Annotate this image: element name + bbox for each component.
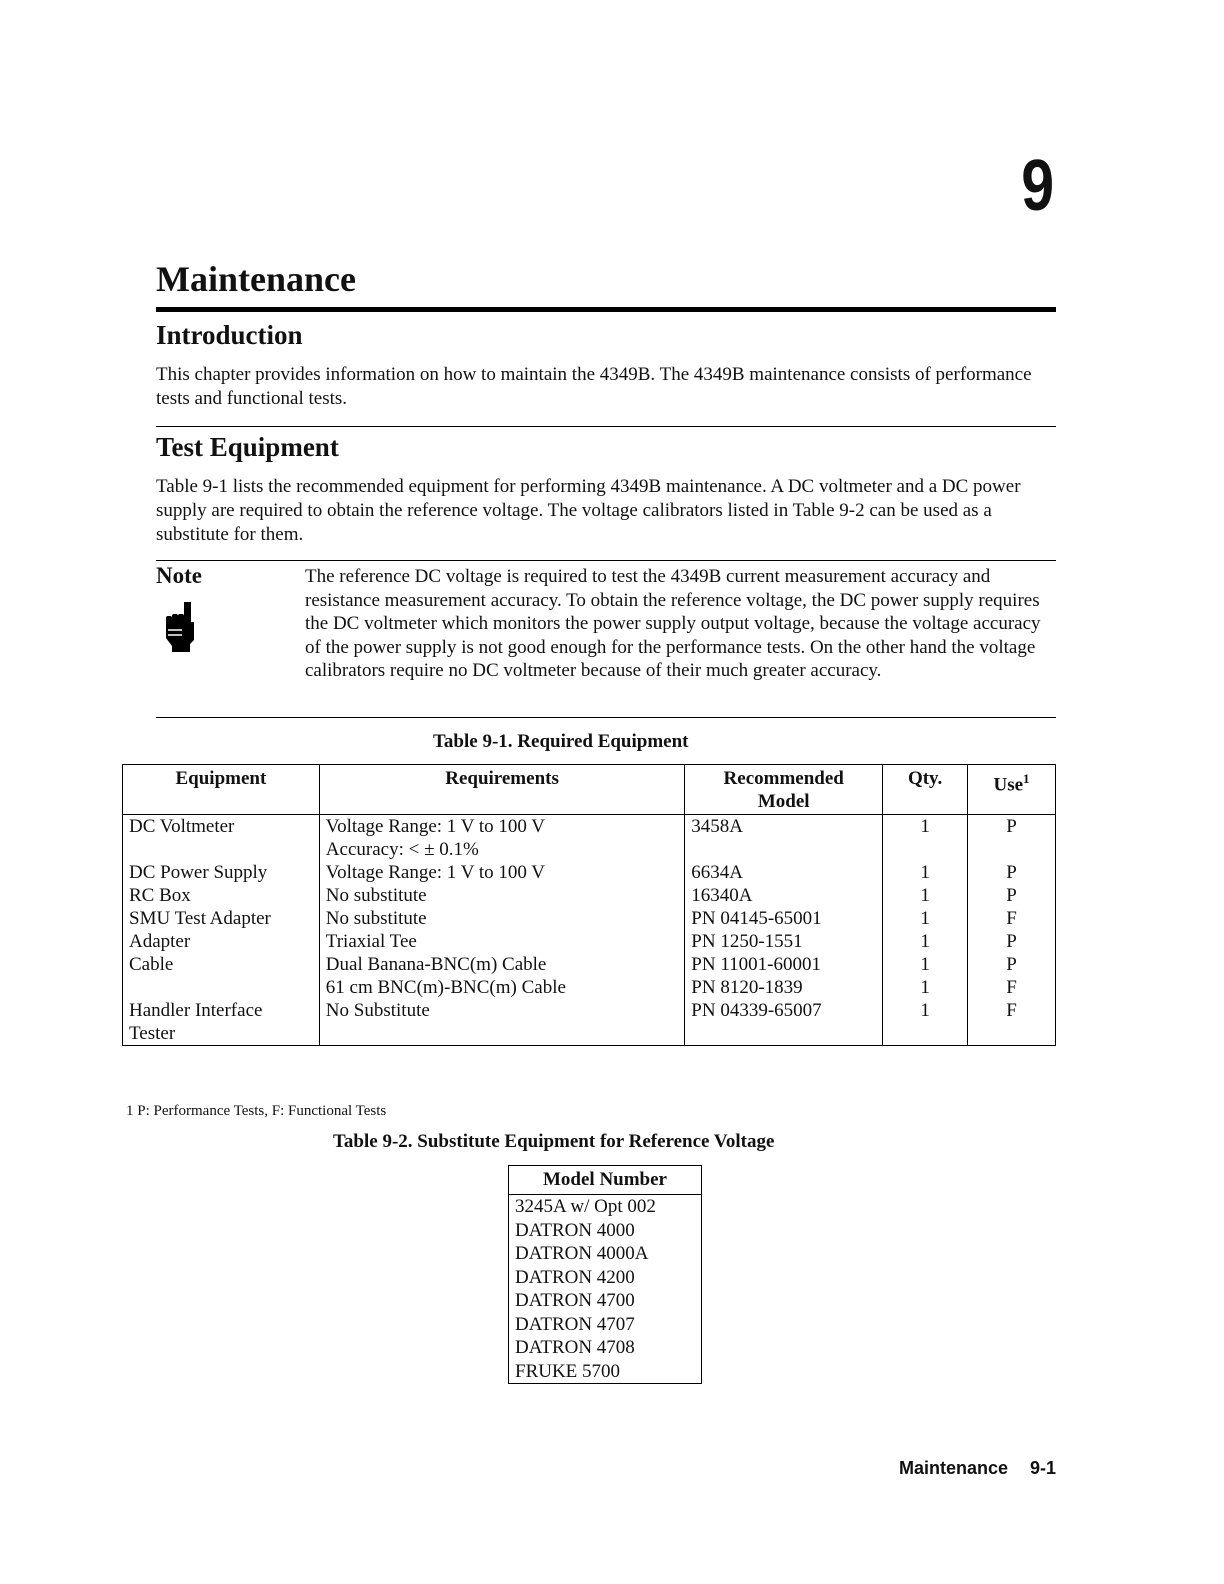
- table-row: Tester: [123, 1022, 1056, 1046]
- table1-caption: Table 9-1. Required Equipment: [433, 731, 689, 752]
- footer-page-number: 9-1: [1029, 1458, 1056, 1478]
- table-row: DATRON 4000A: [509, 1242, 702, 1266]
- chapter-rule: [156, 307, 1056, 312]
- header-model-number: Model Number: [509, 1166, 702, 1195]
- table-row: 61 cm BNC(m)-BNC(m) Cable PN 8120-1839 1 F: [123, 976, 1056, 999]
- header-equipment: Equipment: [123, 765, 320, 815]
- table-row: DATRON 4700: [509, 1289, 702, 1313]
- table-row: DC Voltmeter Voltage Range: 1 V to 100 V 3458A 1 P: [123, 815, 1056, 839]
- header-qty: Qty.: [883, 765, 968, 815]
- table-row: DATRON 4708: [509, 1336, 702, 1360]
- table-row: Accuracy: < ± 0.1%: [123, 838, 1056, 861]
- header-model: Recommended Model: [685, 765, 883, 815]
- table-row: SMU Test Adapter No substitute PN 04145-65001 1 F: [123, 907, 1056, 930]
- table2-caption: Table 9-2. Substitute Equipment for Reference Voltage: [333, 1131, 775, 1152]
- table-row: Handler Interface No Substitute PN 04339-65007 1 F: [123, 999, 1056, 1022]
- note-text: The reference DC voltage is required to test the 4349B current measurement accuracy and resistance measurement accuracy. To obtain the reference voltage, the DC power supply requires the DC voltmeter which monitors the power supply output voltage, because the voltage accuracy of the power supply is not good enough for the performance tests. On the other hand the voltage calibrators require no DC voltmeter because of their much greater accuracy.: [305, 566, 1041, 681]
- note-label: Note: [156, 563, 202, 588]
- pointing-hand-icon: [160, 600, 200, 654]
- table-row: Cable Dual Banana-BNC(m) Cable PN 11001-60001 1 P: [123, 953, 1056, 976]
- test-equipment-heading: Test Equipment: [156, 432, 339, 462]
- table-row: DC Power Supply Voltage Range: 1 V to 100 V 6634A 1 P: [123, 861, 1056, 884]
- table-row: DATRON 4200: [509, 1266, 702, 1290]
- section-divider: [156, 426, 1056, 427]
- table-header-row: [123, 765, 1056, 815]
- chapter-number: 9: [1021, 146, 1054, 226]
- table-row: DATRON 4000: [509, 1219, 702, 1243]
- footer-section: Maintenance: [898, 1458, 1008, 1478]
- note-bottom-rule: [156, 717, 1056, 718]
- chapter-title: Maintenance: [156, 259, 356, 299]
- table1-footnote: 1 P: Performance Tests, F: Functional Tests: [126, 1103, 387, 1119]
- substitute-equipment-table: [508, 1165, 702, 1384]
- introduction-text: This chapter provides information on how to maintain the 4349B. The 4349B maintenance consists of performance tests and functional tests.: [156, 364, 1032, 409]
- test-equipment-text: Table 9-1 lists the recommended equipment for performing 4349B maintenance. A DC voltmeter and a DC power supply are required to obtain the reference voltage. The voltage calibrators listed in Table 9-2 can be used as a substitute for them.: [156, 476, 1021, 545]
- page-footer: [899, 1458, 1056, 1479]
- table-row: DATRON 4707: [509, 1313, 702, 1337]
- table-header-row: [509, 1166, 702, 1195]
- required-equipment-table: [122, 764, 1056, 1046]
- table-row: Adapter Triaxial Tee PN 1250-1551 1 P: [123, 930, 1056, 953]
- note-top-rule: [156, 560, 1056, 561]
- introduction-heading: Introduction: [156, 320, 303, 350]
- header-requirements: Requirements: [319, 765, 684, 815]
- header-use: Use$^1$: [968, 765, 1056, 815]
- table-row: 3245A w/ Opt 002: [509, 1195, 702, 1219]
- table-row: RC Box No substitute 16340A 1 P: [123, 884, 1056, 907]
- table-row: FRUKE 5700: [509, 1360, 702, 1384]
